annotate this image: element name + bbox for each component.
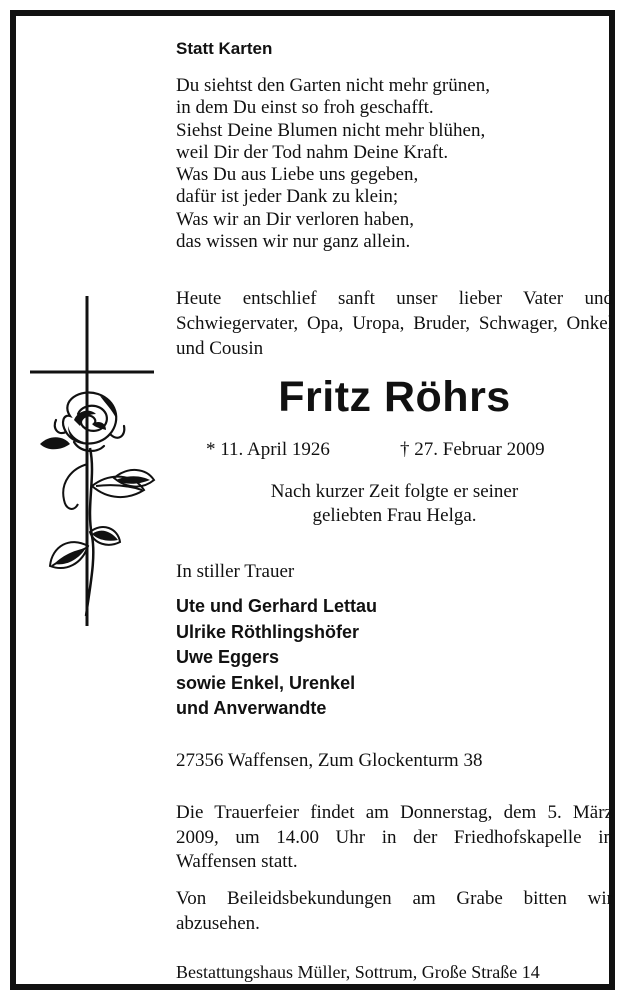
poem-line: dafür ist jeder Dank zu klein; (176, 186, 399, 208)
poem-line: Du siehtst den Garten nicht mehr grünen, (176, 75, 490, 96)
family-member: Ute und Gerhard Lettau (176, 596, 378, 616)
poem-line: Siehst Deine Blumen nicht mehr blühen, (176, 119, 486, 141)
note (176, 480, 613, 528)
family-member: Ulrike Röthlingshöfer (176, 621, 360, 642)
poem-line: weil Dir der Tod nahm Deine Kraft. (176, 141, 449, 163)
poem-line: in dem Du einst so froh geschafft. (176, 97, 434, 119)
family-member: Uwe Eggers (176, 647, 280, 667)
funeral-info: Die Trauerfeier findet am Donnerstag, dem 5. März 2009, um 14.00 Uhr in der Friedhofskapelle in Waffensen statt. (176, 802, 613, 872)
header-statt-karten: Statt Karten (176, 39, 273, 58)
condolence-note: Von Beileidsbekundungen am Grabe bitten wir abzusehen. (176, 888, 613, 934)
family-member: und Anverwandte (176, 698, 327, 718)
family-list (176, 594, 377, 722)
death-date: † 27. Februar 2009 (400, 439, 545, 460)
note-line: Nach kurzer Zeit folgte er seiner (270, 481, 519, 502)
cross-with-rose-icon (30, 296, 160, 626)
note-line: geliebten Frau Helga. (312, 505, 477, 526)
obituary-frame (10, 10, 615, 990)
poem-line: Was wir an Dir verloren haben, (176, 208, 414, 230)
announcement: Heute entschlief sanft unser lieber Vater und Schwiegervater, Opa, Uropa, Bruder, Schwager, Onkel und Cousin (176, 288, 613, 359)
deceased-name: Fritz Röhrs (278, 373, 511, 421)
mourning-label: In stiller Trauer (176, 561, 295, 582)
poem-line: das wissen wir nur ganz allein. (176, 231, 411, 253)
poem-line: Was Du aus Liebe uns gegeben, (176, 164, 419, 186)
birth-date: * 11. April 1926 (206, 439, 330, 460)
poem (176, 75, 490, 253)
undertaker: Bestattungshaus Müller, Sottrum, Große Straße 14 (176, 962, 540, 982)
family-member: sowie Enkel, Urenkel (176, 672, 356, 693)
address: 27356 Waffensen, Zum Glockenturm 38 (176, 750, 483, 771)
